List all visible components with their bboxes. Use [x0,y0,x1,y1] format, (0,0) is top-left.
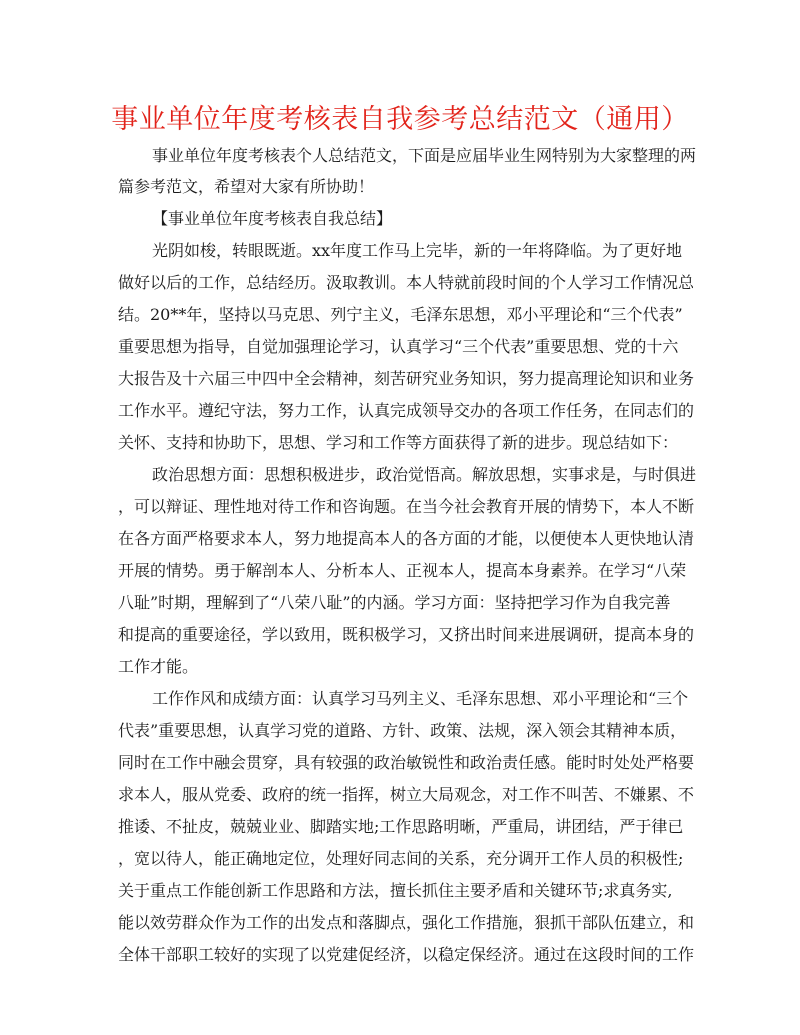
document-title: 事业单位年度考核表自我参考总结范文（通用） [111,104,689,135]
paragraph-line: 代表”重要思想，认真学习党的道路、方针、政策、法规，深入领会其精神本质， [118,721,687,740]
paragraph-line: 能以效劳群众作为工作的出发点和落脚点，强化工作措施，狠抓干部队伍建立，和 [118,913,695,932]
paragraph-line: 大报告及十六届三中四中全会精神，刻苦研究业务知识，努力提高理论知识和业务 [118,369,695,388]
paragraph-line: 推诿、不扯皮，兢兢业业、脚踏实地;工作思路明晰，严重局，讲团结，严于律已 [118,817,684,836]
paragraph-line: ，宽以待人，能正确地定位，处理好同志间的关系，充分调开工作人员的积极性; [118,849,684,868]
paragraph-line: 关怀、支持和协助下，思想、学习和工作等方面获得了新的进步。现总结如下： [118,433,679,452]
paragraph-line: 重要思想为指导，自觉加强理论学习，认真学习“三个代表”重要思想、党的十六 [118,337,679,356]
paragraph-line: 关于重点工作能创新工作思路和方法，擅长抓住主要矛盾和关键环节;求真务实, [118,881,673,900]
paragraph-line: 做好以后的工作，总结经历。汲取教训。本人特就前段时间的个人学习工作情况总 [118,273,695,292]
paragraph-line: ，可以辩证、理性地对待工作和咨询题。在当今社会教育开展的情势下，本人不断 [118,497,695,516]
paragraph-line: 在各方面严格要求本人，努力地提高本人的各方面的才能，以便使本人更快地认清 [118,529,695,548]
paragraph-line: 全体干部职工较好的实现了以党建促经济，以稳定保经济。通过在这段时间的工作 [118,945,695,964]
paragraph-line: 开展的情势。勇于解剖本人、分析本人、正视本人，提高本身素养。在学习“八荣 [118,561,687,580]
paragraph-line: 结。20**年，坚持以马克思、列宁主义，毛泽东思想，邓小平理论和“三个代表” [118,305,683,324]
paragraph-line: 事业单位年度考核表个人总结范文，下面是应届毕业生网特别为大家整理的两 [152,146,697,165]
paragraph-line: 光阴如梭，转眼既逝。xx年度工作马上完毕，新的一年将降临。为了更好地 [152,241,683,260]
paragraph-line: 同时在工作中融会贯穿，具有较强的政治敏锐性和政治责任感。能时时处处严格要 [118,753,695,772]
paragraph-line: 政治思想方面：思想积极进步，政治觉悟高。解放思想，实事求是，与时俱进 [152,465,697,484]
paragraph-line: 工作才能。 [118,657,199,676]
paragraph-line: 篇参考范文，希望对大家有所协助！ [118,177,375,196]
paragraph-line: 和提高的重要途径，学以致用，既积极学习，又挤出时间来进展调研，提高本身的 [118,625,695,644]
paragraph-line: 八耻”时期，理解到了“八荣八耻”的内涵。学习方面：坚持把学习作为自我完善 [118,593,671,612]
paragraph-line: 求本人，服从党委、政府的统一指挥，树立大局观念，对工作不叫苦、不嫌累、不 [118,785,695,804]
paragraph-line: 工作水平。遵纪守法，努力工作，认真完成领导交办的各项工作任务，在同志们的 [118,401,695,420]
paragraph-line: 工作作风和成绩方面：认真学习马列主义、毛泽东思想、邓小平理论和“三个 [152,689,689,708]
section-heading: 【事业单位年度考核表自我总结】 [152,209,393,228]
